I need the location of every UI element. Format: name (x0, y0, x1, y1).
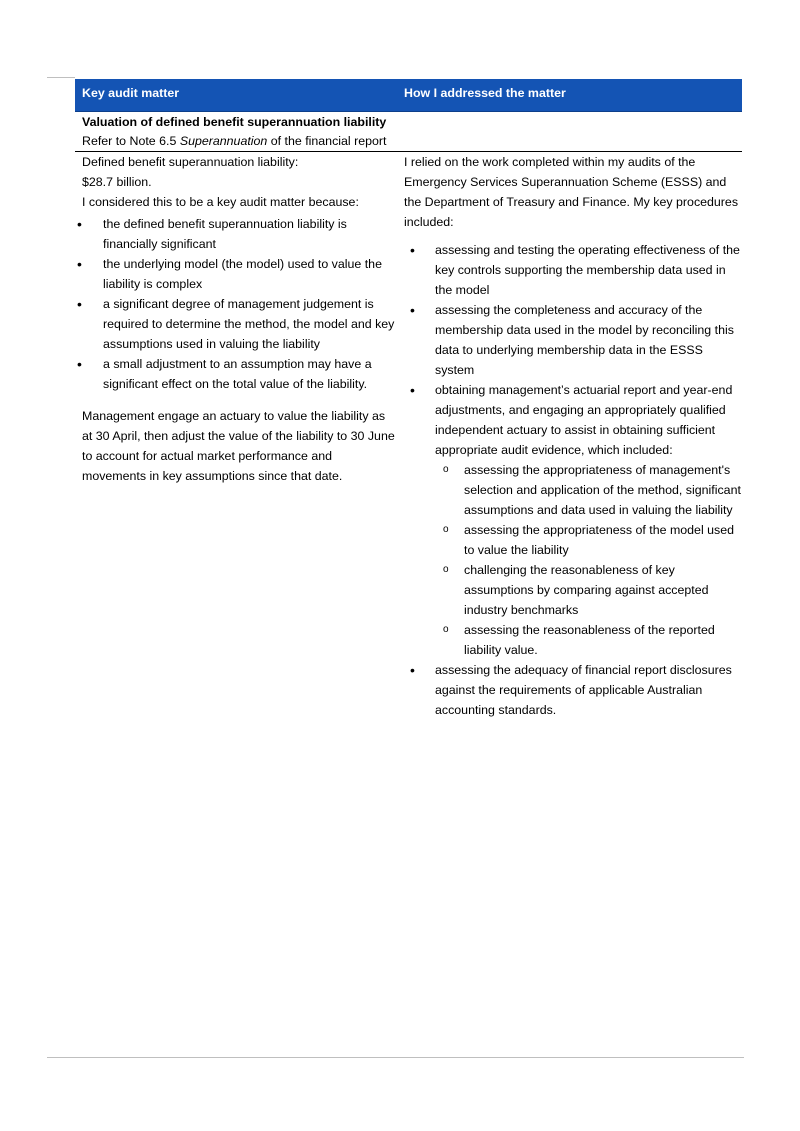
table-body (75, 152, 742, 720)
reference-suffix: of the financial report (267, 134, 387, 148)
list-item-text: obtaining management’s actuarial report and year-end adjustments, and engaging an appropriately qualified independent actuary to assist in obtaining sufficient appropriate audit evidence, which included: (435, 383, 733, 457)
reason-intro: I considered this to be a key audit matter because: (82, 195, 359, 209)
table-header (75, 79, 742, 112)
management-paragraph: Management engage an actuary to value the liability as at 30 April, then adjust the value of the liability to 30 June to account for actual market performance and movements in key assumptions since that date. (82, 409, 395, 483)
list-item: • the defined benefit superannuation liability is financially significant (82, 214, 396, 254)
list-item: • assessing the adequacy of financial report disclosures against the requirements of applicable Australian accounting standards. (404, 660, 742, 720)
matter-title: Valuation of defined benefit superannuation liability (82, 115, 387, 129)
sub-list-item: o assessing the appropriateness of the model used to value the liability (435, 520, 742, 560)
top-rule (47, 77, 75, 78)
procedures-intro: I relied on the work completed within my audits of the Emergency Services Superannuation Scheme (ESSS) and the Department of Treasury and Finance. My key procedures included: (404, 155, 739, 229)
matter-reference (82, 132, 735, 151)
header-how-addressed: How I addressed the matter (404, 86, 566, 100)
list-item: • the underlying model (the model) used to value the liability is complex (82, 254, 396, 294)
key-audit-matter-column (75, 152, 396, 720)
reference-prefix: Refer to Note 6.5 (82, 134, 180, 148)
list-item: • a small adjustment to an assumption may have a significant effect on the total value of the liability. (82, 354, 396, 394)
reference-note-name: Superannuation (179, 134, 268, 148)
sub-list-item: o assessing the appropriateness of management's selection and application of the method, significant assumptions and data used in valuing the liability (435, 460, 742, 520)
actuary-procedures-list (435, 460, 742, 660)
sub-list-item: o challenging the reasonableness of key assumptions by comparing against accepted industry benchmarks (435, 560, 742, 620)
list-item (404, 380, 742, 660)
header-key-audit-matter: Key audit matter (82, 86, 180, 100)
liability-label: Defined benefit superannuation liability: (82, 155, 299, 169)
list-item: • a significant degree of management judgement is required to determine the method, the model and key assumptions used in valuing the liability (82, 294, 396, 354)
key-audit-matter-table (75, 79, 742, 720)
liability-value: $28.7 billion. (82, 175, 152, 189)
sub-list-item: o assessing the reasonableness of the reported liability value. (435, 620, 742, 660)
bottom-rule (47, 1057, 744, 1058)
procedures-list (404, 240, 742, 720)
list-item: • assessing the completeness and accuracy of the membership data used in the model by reconciling this data to underlying membership data in the ESSS system (404, 300, 742, 380)
list-item: • assessing and testing the operating effectiveness of the key controls supporting the membership data used in the model (404, 240, 742, 300)
matter-section-heading (75, 112, 742, 152)
how-addressed-column (396, 152, 742, 720)
reason-list (82, 214, 396, 394)
